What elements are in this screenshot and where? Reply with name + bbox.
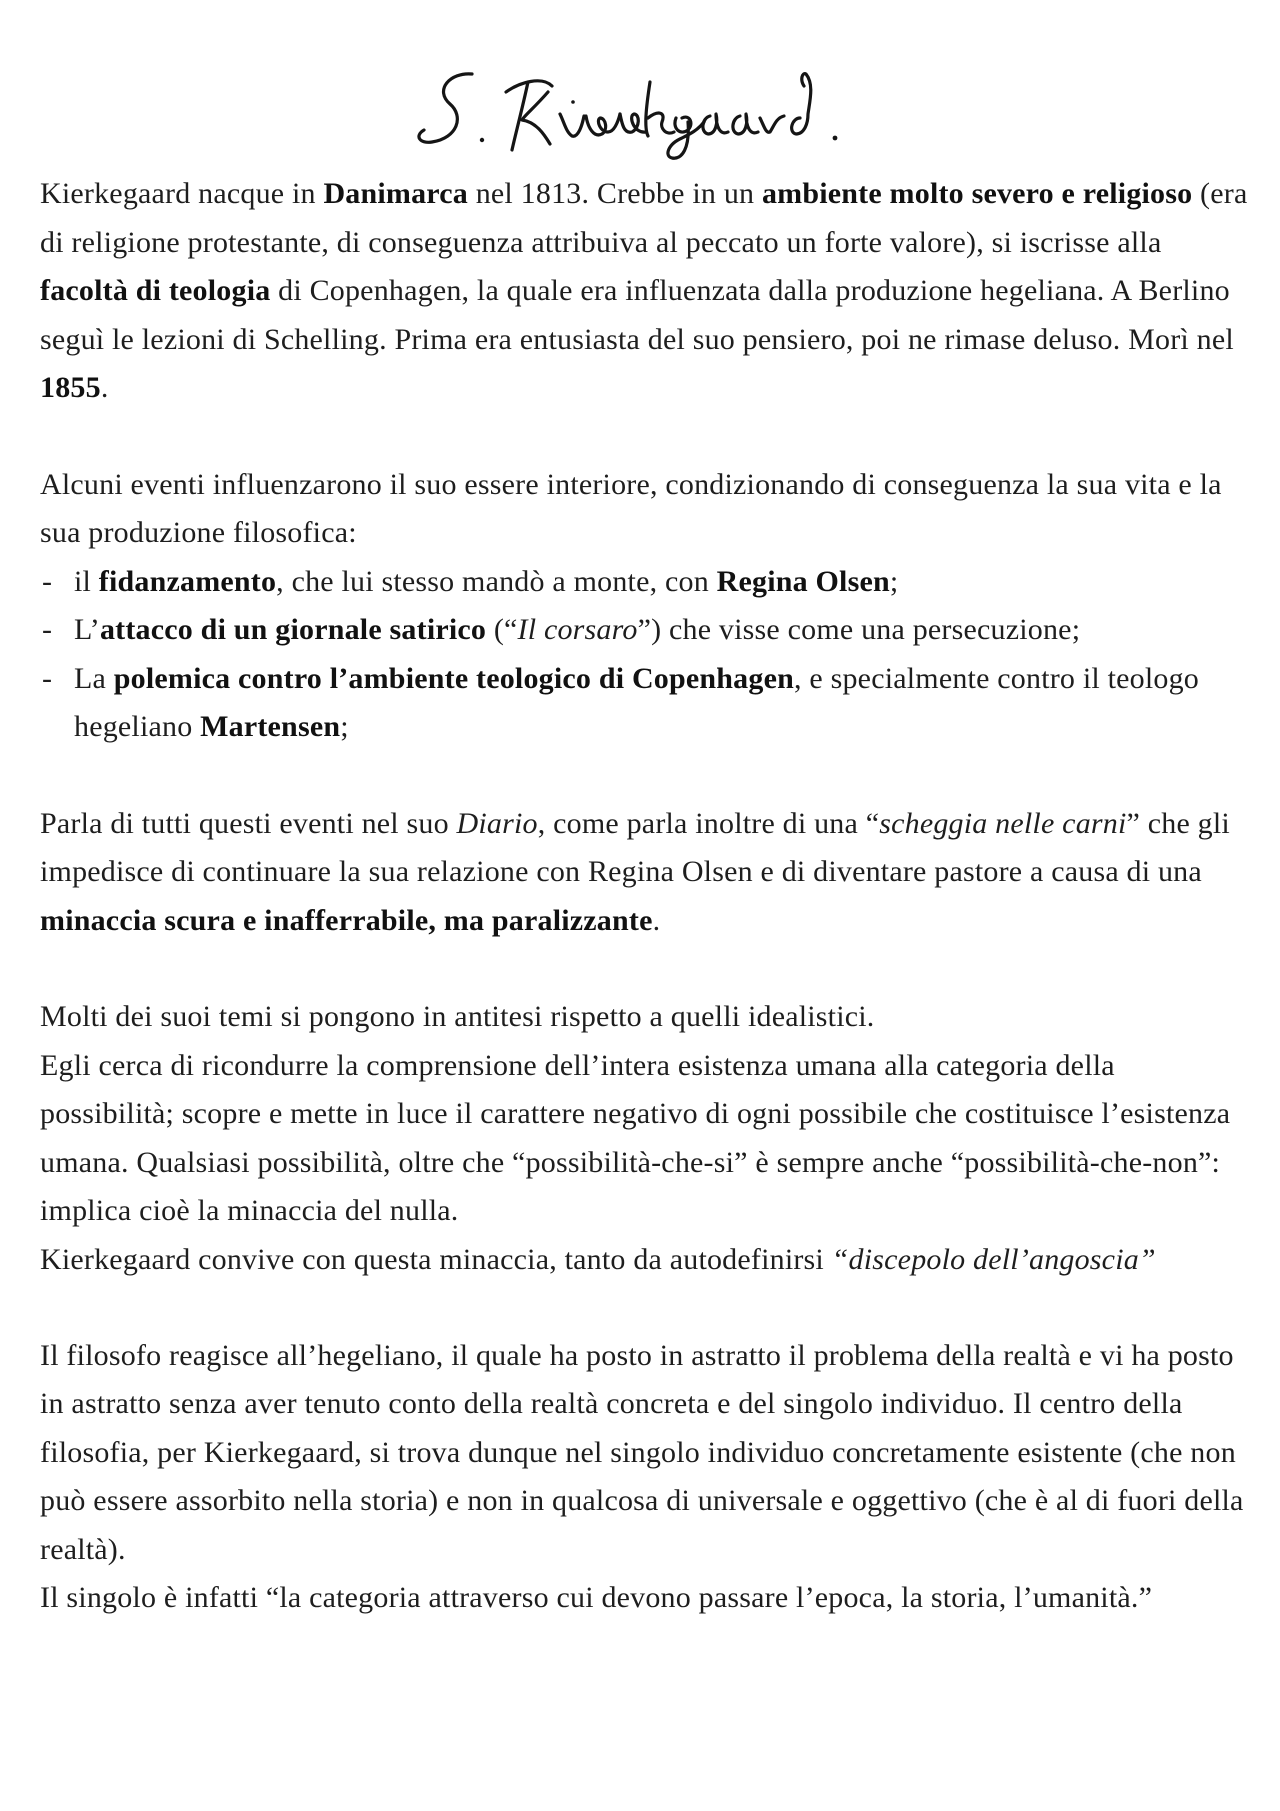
text-run: di Copenhagen, la quale era influenzata dalla produzione hegeliana. A Berlino seguì le lezioni di Schelling. Prima era entusiasta del suo pensiero, poi ne rimase deluso. Morì nel (40, 274, 1234, 356)
text-run: (“ (486, 613, 518, 646)
bold-text: Martensen (200, 710, 341, 743)
text-run: La (74, 661, 114, 695)
bold-text: Danimarca (323, 177, 469, 210)
bold-text: fidanzamento (98, 564, 277, 598)
kierkegaard-signature (410, 52, 850, 167)
spacer (40, 1284, 1250, 1332)
text-run: . (652, 903, 661, 937)
bold-text: attacco di un giornale satirico (99, 613, 487, 646)
bold-text: 1855 (40, 371, 101, 404)
list-item (40, 558, 1250, 607)
spacer (40, 413, 1250, 461)
paragraph-possibility: Egli cerca di ricondurre la comprensione dell’intera esistenza umana alla categoria della possibilità; scopre e mette in luce il carattere negativo di ogni possibile che costituisce l’esistenza umana. Qualsiasi possibilità, oltre che “possibilità-che-si” è sempre anche “possibilità-che-non”: implica cioè la minaccia del nulla. (40, 1048, 1231, 1227)
text-run: (era di religione protestante, di conseguenza attribuiva al peccato un forte valore), si iscrisse alla (40, 177, 1248, 259)
text-run: ; (889, 564, 899, 598)
italic-text: Il corsaro (517, 613, 638, 646)
text-run: . (100, 371, 109, 404)
paragraph-diario (40, 800, 1250, 946)
text-run: , che lui stesso mandò a monte, con (276, 564, 717, 598)
bold-text: facoltà di teologia (40, 274, 271, 307)
text-run: Kierkegaard convive con questa minaccia, tanto da autodefinirsi (40, 1242, 832, 1276)
list-item (40, 606, 1250, 655)
bold-text: polemica contro l’ambiente teologico di Copenhagen (113, 661, 794, 695)
text-run: L’ (74, 613, 100, 646)
text-run: ; (340, 710, 349, 743)
paragraph-events-intro: Alcuni eventi influenzarono il suo essere interiore, condizionando di conseguenza la sua vita e la sua produzione filosofica: (40, 467, 1222, 549)
spacer (40, 752, 1250, 800)
italic-text: scheggia nelle carni (879, 806, 1127, 840)
paragraph-themes-first-line: Molti dei suoi temi si pongono in antitesi rispetto a quelli idealistici. (40, 1000, 875, 1033)
paragraph-category-quote: Il singolo è infatti “la categoria attraverso cui devono passare l’epoca, la storia, l’umanità.” (40, 1581, 1153, 1614)
text-run: Kierkegaard nacque in (40, 177, 324, 210)
paragraph-individual: Il filosofo reagisce all’hegeliano, il quale ha posto in astratto il problema della realtà e vi ha posto in astratto senza aver tenuto conto della realtà concreta e del singolo individuo. Il centro della filosofia, per Kierkegaard, si trova dunque nel singolo individuo concretamente esistente (che non può essere assorbito nella storia) e non in qualcosa di universale e oggettivo (che è al di fuori della realtà). (40, 1338, 1244, 1566)
text-run: ” che gli impedisce di continuare la sua relazione con Regina Olsen e di diventare pastore a causa di una (40, 806, 1230, 888)
text-run: , e specialmente contro il teologo hegeliano (74, 661, 1199, 743)
bold-text: Regina Olsen (716, 564, 890, 598)
text-run: ”) che visse come una persecuzione; (637, 613, 1081, 646)
paragraph-biography (40, 170, 1250, 413)
text-run: il (74, 564, 99, 598)
list-item (40, 655, 1250, 752)
text-run: Parla di tutti questi eventi nel suo (40, 806, 457, 840)
text-run: , come parla inoltre di una “ (537, 806, 880, 840)
paragraph-anguish (40, 1242, 1250, 1278)
document-body (40, 170, 1250, 1623)
italic-text: “discepolo dell’angoscia” (831, 1242, 1156, 1276)
bold-text: ambiente molto severo e religioso (761, 177, 1193, 210)
bold-text: minaccia scura e inafferrabile, ma paralizzante (40, 903, 653, 937)
events-list (40, 558, 1250, 752)
spacer (40, 945, 1250, 993)
italic-text: Diario (456, 806, 538, 840)
text-run: nel 1813. Crebbe in un (468, 177, 762, 210)
